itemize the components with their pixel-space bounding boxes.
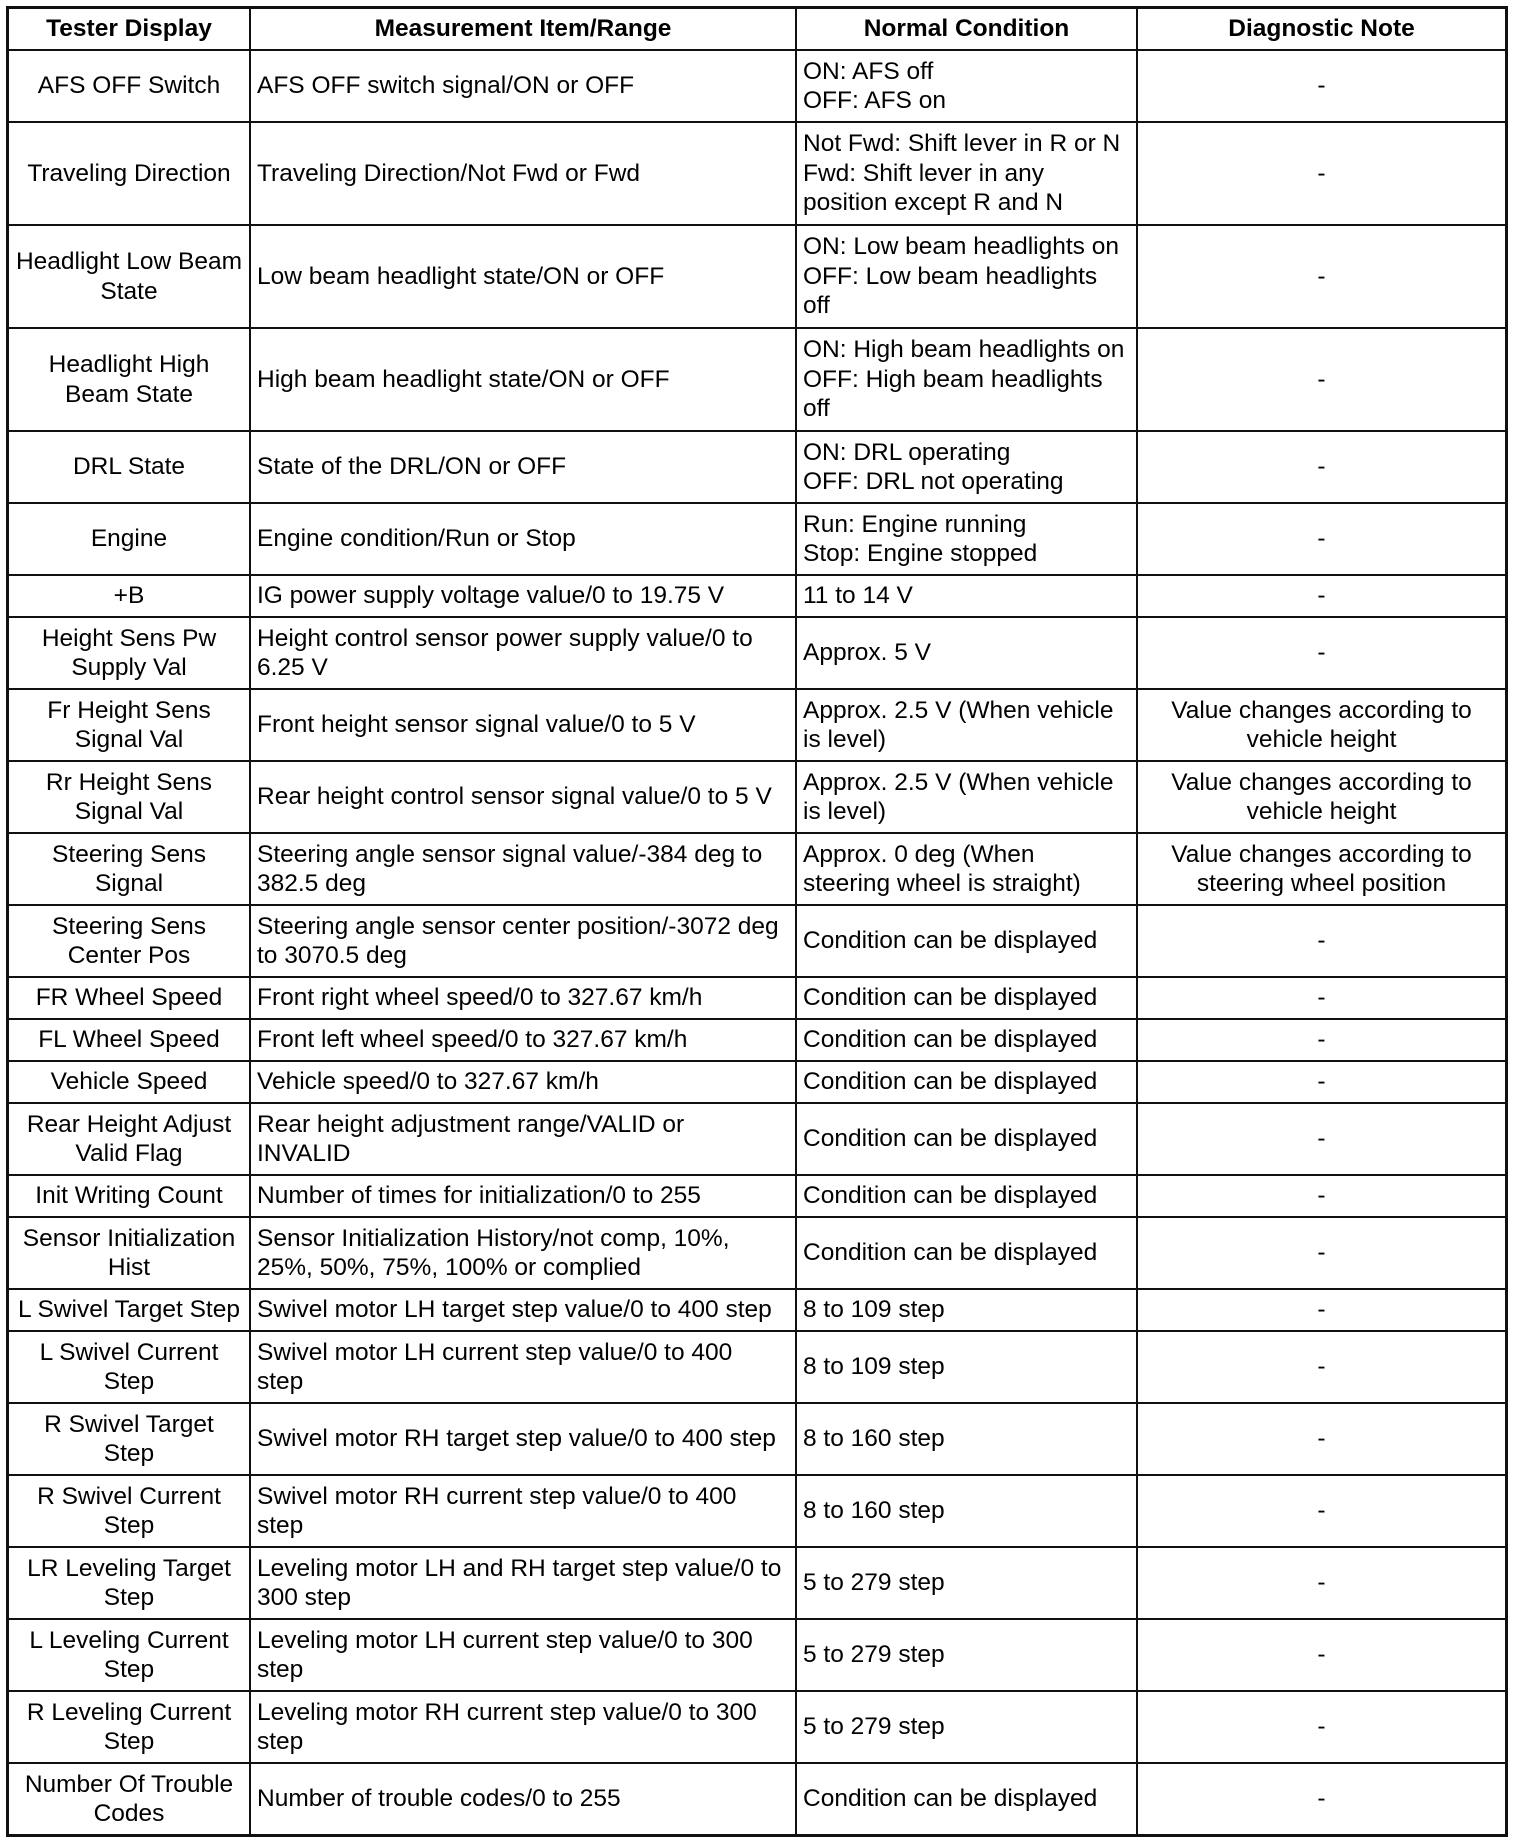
normal-condition-cell: 5 to 279 step [797, 1620, 1136, 1690]
tester-display-cell: Rr Height Sens Signal Val [9, 762, 249, 832]
normal-condition-cell: Condition can be displayed [797, 1764, 1136, 1834]
diagnostic-note-cell: - [1138, 1332, 1505, 1402]
measurement-item-cell: Engine condition/Run or Stop [251, 504, 795, 574]
tester-display-cell: Rear Height Adjust Valid Flag [9, 1104, 249, 1174]
diagnostic-note-cell: - [1138, 1176, 1505, 1216]
measurement-item-cell: Traveling Direction/Not Fwd or Fwd [251, 123, 795, 224]
diagnostic-note-cell: - [1138, 906, 1505, 976]
tester-display-cell: Traveling Direction [9, 123, 249, 224]
measurement-item-cell: Swivel motor RH target step value/0 to 400 step [251, 1404, 795, 1474]
normal-condition-cell: Approx. 5 V [797, 618, 1136, 688]
normal-condition-cell: ON: Low beam headlights on OFF: Low beam headlights off [797, 226, 1136, 327]
measurement-item-cell: State of the DRL/ON or OFF [251, 432, 795, 502]
measurement-item-cell: Front left wheel speed/0 to 327.67 km/h [251, 1020, 795, 1060]
normal-condition-cell: 5 to 279 step [797, 1692, 1136, 1762]
measurement-item-cell: High beam headlight state/ON or OFF [251, 329, 795, 430]
tester-display-cell: Vehicle Speed [9, 1062, 249, 1102]
measurement-item-cell: AFS OFF switch signal/ON or OFF [251, 51, 795, 121]
diagnostic-note-cell: - [1138, 226, 1505, 327]
diagnostic-note-cell: - [1138, 329, 1505, 430]
diagnostic-note-cell: - [1138, 618, 1505, 688]
diagnostic-note-cell: - [1138, 1764, 1505, 1834]
tester-display-cell: DRL State [9, 432, 249, 502]
normal-condition-cell: Not Fwd: Shift lever in R or N Fwd: Shift lever in any position except R and N [797, 123, 1136, 224]
tester-display-cell: R Swivel Target Step [9, 1404, 249, 1474]
tester-display-cell: Headlight Low Beam State [9, 226, 249, 327]
normal-condition-cell: 8 to 160 step [797, 1476, 1136, 1546]
measurement-item-cell: Leveling motor RH current step value/0 to 300 step [251, 1692, 795, 1762]
header-measurement-item-range: Measurement Item/Range [251, 9, 795, 49]
normal-condition-cell: Condition can be displayed [797, 1218, 1136, 1288]
measurement-item-cell: Front right wheel speed/0 to 327.67 km/h [251, 978, 795, 1018]
measurement-item-cell: IG power supply voltage value/0 to 19.75 V [251, 576, 795, 616]
diagnostic-note-cell: - [1138, 1476, 1505, 1546]
measurement-item-cell: Swivel motor LH target step value/0 to 400 step [251, 1290, 795, 1330]
measurement-item-cell: Swivel motor LH current step value/0 to 400 step [251, 1332, 795, 1402]
normal-condition-cell: Condition can be displayed [797, 1062, 1136, 1102]
measurement-item-cell: Steering angle sensor signal value/-384 deg to 382.5 deg [251, 834, 795, 904]
normal-condition-cell: 5 to 279 step [797, 1548, 1136, 1618]
normal-condition-cell: Condition can be displayed [797, 1176, 1136, 1216]
tester-display-cell: AFS OFF Switch [9, 51, 249, 121]
diagnostic-note-cell: - [1138, 978, 1505, 1018]
tester-display-cell: FR Wheel Speed [9, 978, 249, 1018]
diagnostic-note-cell: Value changes according to steering wheel position [1138, 834, 1505, 904]
measurement-item-cell: Leveling motor LH and RH target step value/0 to 300 step [251, 1548, 795, 1618]
normal-condition-cell: 8 to 109 step [797, 1290, 1136, 1330]
tester-display-cell: Sensor Initialization Hist [9, 1218, 249, 1288]
diagnostic-note-cell: - [1138, 1620, 1505, 1690]
measurement-item-cell: Low beam headlight state/ON or OFF [251, 226, 795, 327]
measurement-item-cell: Sensor Initialization History/not comp, 10%, 25%, 50%, 75%, 100% or complied [251, 1218, 795, 1288]
normal-condition-cell: Condition can be displayed [797, 1020, 1136, 1060]
diagnostic-note-cell: - [1138, 51, 1505, 121]
tester-display-cell: +B [9, 576, 249, 616]
normal-condition-cell: ON: DRL operating OFF: DRL not operating [797, 432, 1136, 502]
tester-display-cell: Init Writing Count [9, 1176, 249, 1216]
tester-display-cell: R Swivel Current Step [9, 1476, 249, 1546]
tester-display-cell: R Leveling Current Step [9, 1692, 249, 1762]
tester-display-cell: FL Wheel Speed [9, 1020, 249, 1060]
tester-display-cell: L Leveling Current Step [9, 1620, 249, 1690]
normal-condition-cell: 11 to 14 V [797, 576, 1136, 616]
normal-condition-cell: Condition can be displayed [797, 978, 1136, 1018]
normal-condition-cell: 8 to 160 step [797, 1404, 1136, 1474]
normal-condition-cell: Approx. 2.5 V (When vehicle is level) [797, 690, 1136, 760]
measurement-item-cell: Steering angle sensor center position/-3072 deg to 3070.5 deg [251, 906, 795, 976]
diagnostic-note-cell: - [1138, 1218, 1505, 1288]
diagnostic-note-cell: - [1138, 1104, 1505, 1174]
normal-condition-cell: Run: Engine running Stop: Engine stopped [797, 504, 1136, 574]
tester-display-cell: Fr Height Sens Signal Val [9, 690, 249, 760]
measurement-item-cell: Number of times for initialization/0 to 255 [251, 1176, 795, 1216]
diagnostic-note-cell: - [1138, 432, 1505, 502]
tester-display-cell: Height Sens Pw Supply Val [9, 618, 249, 688]
tester-display-cell: L Swivel Target Step [9, 1290, 249, 1330]
diagnostic-note-cell: - [1138, 123, 1505, 224]
diagnostic-note-cell: - [1138, 1062, 1505, 1102]
tester-display-cell: Steering Sens Center Pos [9, 906, 249, 976]
normal-condition-cell: ON: High beam headlights on OFF: High beam headlights off [797, 329, 1136, 430]
normal-condition-cell: Condition can be displayed [797, 906, 1136, 976]
measurement-item-cell: Vehicle speed/0 to 327.67 km/h [251, 1062, 795, 1102]
diagnostic-note-cell: - [1138, 1404, 1505, 1474]
measurement-item-cell: Front height sensor signal value/0 to 5 V [251, 690, 795, 760]
diagnostic-note-cell: - [1138, 1548, 1505, 1618]
normal-condition-cell: Approx. 0 deg (When steering wheel is straight) [797, 834, 1136, 904]
diagnostic-note-cell: - [1138, 504, 1505, 574]
normal-condition-cell: 8 to 109 step [797, 1332, 1136, 1402]
diagnostic-note-cell: - [1138, 1020, 1505, 1060]
header-diagnostic-note: Diagnostic Note [1138, 9, 1505, 49]
normal-condition-cell: Condition can be displayed [797, 1104, 1136, 1174]
normal-condition-cell: Approx. 2.5 V (When vehicle is level) [797, 762, 1136, 832]
tester-data-table [6, 6, 1508, 1837]
normal-condition-cell: ON: AFS off OFF: AFS on [797, 51, 1136, 121]
header-tester-display: Tester Display [9, 9, 249, 49]
measurement-item-cell: Rear height adjustment range/VALID or INVALID [251, 1104, 795, 1174]
tester-display-cell: Number Of Trouble Codes [9, 1764, 249, 1834]
tester-display-cell: LR Leveling Target Step [9, 1548, 249, 1618]
tester-display-cell: Steering Sens Signal [9, 834, 249, 904]
measurement-item-cell: Height control sensor power supply value/0 to 6.25 V [251, 618, 795, 688]
measurement-item-cell: Rear height control sensor signal value/0 to 5 V [251, 762, 795, 832]
diagnostic-note-cell: - [1138, 576, 1505, 616]
tester-display-cell: Engine [9, 504, 249, 574]
tester-display-cell: Headlight High Beam State [9, 329, 249, 430]
diagnostic-note-cell: - [1138, 1290, 1505, 1330]
measurement-item-cell: Number of trouble codes/0 to 255 [251, 1764, 795, 1834]
measurement-item-cell: Leveling motor LH current step value/0 to 300 step [251, 1620, 795, 1690]
diagnostic-note-cell: Value changes according to vehicle height [1138, 690, 1505, 760]
diagnostic-note-cell: - [1138, 1692, 1505, 1762]
measurement-item-cell: Swivel motor RH current step value/0 to 400 step [251, 1476, 795, 1546]
tester-display-cell: L Swivel Current Step [9, 1332, 249, 1402]
diagnostic-note-cell: Value changes according to vehicle height [1138, 762, 1505, 832]
header-normal-condition: Normal Condition [797, 9, 1136, 49]
